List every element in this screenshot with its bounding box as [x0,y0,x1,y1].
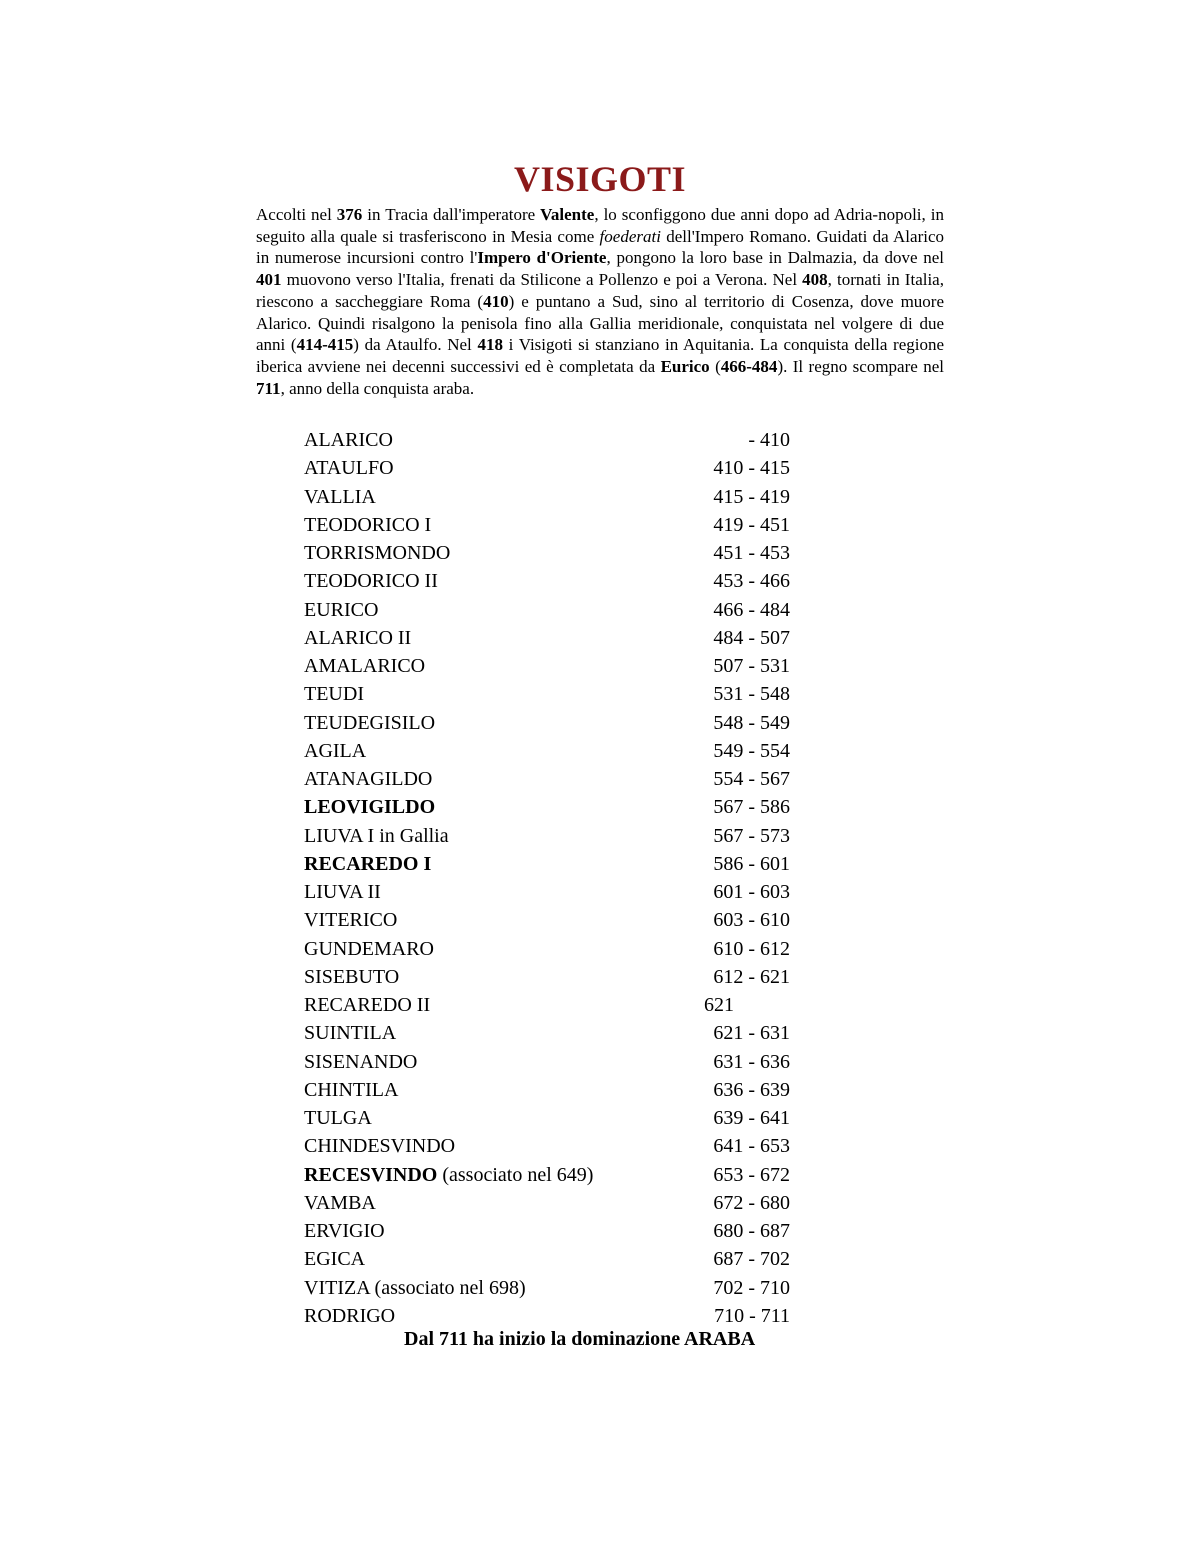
footer-note: Dal 711 ha inizio la dominazione ARABA [404,1328,756,1350]
ruler-years: 586 - 601 [713,852,790,875]
ruler-name [304,1104,372,1132]
ruler-name-text: RECESVINDO [304,1163,438,1186]
ruler-row [304,1274,790,1302]
intro-text: ( [709,356,721,376]
ruler-row [304,511,790,539]
intro-text: muovono verso l'Italia, frenati da Stilicone a Pollenzo e poi a Verona. Nel [281,270,803,290]
ruler-row [304,822,790,850]
ruler-name [304,709,435,737]
ruler-name [304,1019,396,1047]
ruler-years: 419 - 451 [713,513,790,536]
ruler-name-text: VAMBA [304,1191,376,1214]
intro-text: dell'Impero Romano. Guidati da Alarico in numerose incursioni contro l' [256,226,944,268]
ruler-row [304,991,790,1019]
ruler-row [304,1132,790,1160]
ruler-name [304,511,431,539]
ruler-years: 601 - 603 [713,881,790,903]
ruler-name-text: RECAREDO II [304,994,431,1016]
ruler-name [304,483,376,511]
ruler-years: 610 - 612 [713,937,790,960]
rulers-list [304,426,790,1330]
ruler-name [304,454,394,482]
ruler-row [304,624,790,652]
ruler-name-text: TULGA [304,1107,372,1129]
ruler-years: 410 - 415 [713,457,790,480]
ruler-years: 636 - 639 [713,1078,790,1101]
ruler-name-text: VITIZA [304,1276,370,1299]
intro-paragraph [256,204,944,399]
ruler-name-text: SUINTILA [304,1022,397,1045]
intro-text: ). Il regno scompare nel [777,356,944,376]
ruler-name [304,991,430,1019]
ruler-name-text: TORRISMONDO [304,542,451,564]
ruler-name-text: SISEBUTO [304,965,400,988]
ruler-years: 631 - 636 [713,1050,790,1073]
ruler-name-text: SISENANDO [304,1050,418,1073]
ruler-name [304,1189,376,1217]
ruler-name [304,737,366,765]
ruler-years: 531 - 548 [713,683,790,706]
ruler-years: 641 - 653 [713,1135,790,1158]
intro-bold-text: Valente [540,205,595,224]
intro-text: ) da Ataulfo. Nel [353,335,478,355]
ruler-name [304,680,364,708]
ruler-years: - 410 [748,429,790,451]
ruler-name-text: EGICA [304,1248,366,1271]
ruler-name [304,878,381,906]
ruler-name [304,765,432,793]
ruler-years: 507 - 531 [713,655,790,677]
ruler-name-text: RODRIGO [304,1304,396,1327]
ruler-name [304,850,431,878]
ruler-row [304,878,790,906]
ruler-years: 554 - 567 [713,768,790,790]
intro-bold-text: Impero d'Oriente [477,248,607,268]
ruler-name [304,652,425,680]
ruler-row [304,652,790,680]
ruler-name [304,822,449,850]
ruler-years: 466 - 484 [713,598,790,621]
ruler-row [304,680,790,708]
ruler-name [304,906,397,934]
ruler-name [304,1076,398,1104]
ruler-name-text: VITERICO [304,909,398,932]
ruler-years: 621 - 631 [713,1022,790,1045]
ruler-row [304,483,790,511]
ruler-name-text: ALARICO II [304,626,412,649]
ruler-row [304,1161,790,1189]
intro-text: , pongono la loro base in Dalmazia, da dove nel [606,248,944,268]
intro-bold-text: 401 [256,270,282,290]
ruler-years: 710 - 711 [714,1304,790,1327]
intro-bold-text: 711 [256,378,281,398]
ruler-name-text: LEOVIGILDO [304,796,436,819]
ruler-name-text: ATANAGILDO [304,768,433,790]
ruler-row [304,1302,790,1330]
ruler-row [304,765,790,793]
ruler-row [304,1019,790,1047]
ruler-years: 549 - 554 [713,739,790,762]
ruler-years: 484 - 507 [713,626,790,649]
ruler-name-suffix: in Gallia [374,824,449,847]
ruler-years: 567 - 586 [713,796,790,819]
ruler-row [304,426,790,454]
intro-text: i Visigoti si stanziano in Aquitania. La conquista della regione iberica avviene nei decenni successivi ed è completata da [256,335,945,376]
ruler-name-text: AGILA [304,739,367,762]
ruler-name [304,426,393,454]
ruler-row [304,596,790,624]
ruler-name-text: LIUVA II [304,881,381,903]
ruler-name-text: TEODORICO I [304,513,432,536]
ruler-name [304,793,435,821]
ruler-row [304,1189,790,1217]
ruler-name-text: ERVIGIO [304,1220,385,1242]
ruler-name-text: LIUVA I [304,824,375,847]
ruler-name-text: CHINDESVINDO [304,1135,456,1158]
ruler-name-text: TEUDI [304,683,364,706]
ruler-name [304,1245,365,1273]
ruler-years: 612 - 621 [713,965,790,988]
intro-bold-text: 410 [483,291,509,311]
ruler-row [304,1245,790,1273]
ruler-years: 451 - 453 [713,542,790,564]
ruler-name [304,624,411,652]
ruler-name-text: GUNDEMARO [304,937,434,960]
ruler-years: 672 - 680 [713,1191,790,1214]
ruler-years: 415 - 419 [713,485,790,508]
ruler-name-text: EURICO [304,598,379,621]
ruler-name [304,596,378,624]
ruler-row [304,935,790,963]
intro-bold-text: 376 [336,205,363,224]
ruler-name-text: AMALARICO [304,655,426,677]
intro-text: Accolti nel [256,205,337,224]
ruler-row [304,906,790,934]
intro-bold-text: 466-484 [720,356,778,376]
ruler-name-text: VALLIA [304,485,376,508]
intro-text: ) e puntano a Sud, sino al territorio di Cosenza, dove muore Alarico. Quindi risalgono la penisola fino alla Gallia meridionale, conquistata nel volgere di due anni ( [256,291,945,355]
ruler-name [304,539,450,567]
intro-bold-text: Eurico [660,356,710,376]
ruler-row [304,709,790,737]
ruler-row [304,963,790,991]
page-title: VISIGOTI [513,159,687,199]
ruler-row [304,567,790,595]
ruler-name [304,935,434,963]
intro-bold-text: 414-415 [296,335,354,355]
ruler-years: 548 - 549 [713,711,790,734]
ruler-row [304,454,790,482]
ruler-name-text: RECAREDO I [304,852,432,875]
intro-text: , lo sconfiggono due anni dopo ad Adria-nopoli, in seguito alla quale si trasferiscono in Mesia come [256,205,944,246]
ruler-years: 621 [704,994,734,1016]
ruler-name [304,1302,395,1330]
ruler-name-text: CHINTILA [304,1078,399,1101]
ruler-name [304,963,399,991]
ruler-name-text: TEUDEGISILO [304,711,436,734]
ruler-name [304,1048,417,1076]
ruler-name-text: ATAULFO [304,457,394,480]
ruler-row [304,1104,790,1132]
ruler-name-text: ALARICO [304,429,393,451]
ruler-name-text: TEODORICO II [304,570,438,593]
ruler-row [304,1076,790,1104]
ruler-row [304,793,790,821]
ruler-years: 639 - 641 [713,1107,790,1129]
intro-text: , anno della conquista araba. [280,378,475,398]
intro-text: , tornati in Italia, riescono a saccheggiare Roma ( [256,270,944,311]
ruler-name [304,1132,455,1160]
ruler-years: 687 - 702 [713,1248,790,1271]
ruler-row [304,1048,790,1076]
ruler-row [304,850,790,878]
ruler-years: 567 - 573 [713,824,790,847]
ruler-years: 653 - 672 [713,1163,790,1186]
intro-bold-text: 418 [477,335,503,355]
ruler-row [304,1217,790,1245]
intro-bold-text: 408 [802,270,828,290]
ruler-name [304,1217,385,1245]
ruler-years: 680 - 687 [713,1220,790,1242]
intro-italic-text: foederati [599,226,661,246]
ruler-years: 702 - 710 [713,1276,790,1299]
ruler-name [304,567,438,595]
ruler-name [304,1161,593,1189]
ruler-name-suffix: (associato nel 649) [437,1163,594,1186]
ruler-name [304,1274,526,1302]
ruler-years: 453 - 466 [713,570,790,593]
ruler-name-suffix: (associato nel 698) [369,1276,526,1299]
ruler-years: 603 - 610 [713,909,790,932]
ruler-row [304,737,790,765]
intro-text: in Tracia dall'imperatore [362,205,541,224]
ruler-row [304,539,790,567]
